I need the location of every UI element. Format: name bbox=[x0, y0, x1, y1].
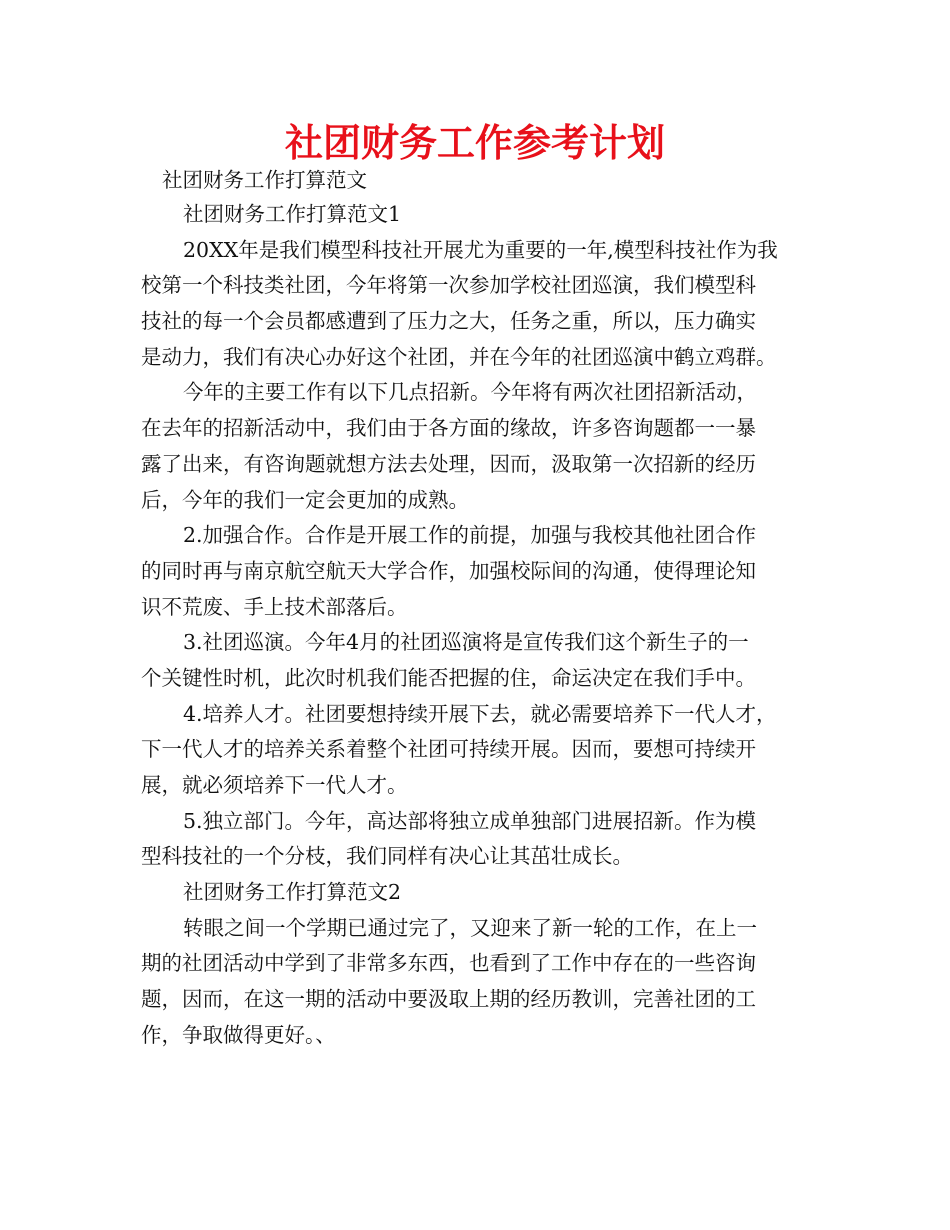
document-subtitle: 社团财务工作打算范文 bbox=[162, 168, 367, 192]
paragraph-line: 个关键性时机，此次时机我们能否把握的住，命运决定在我们手中。 bbox=[141, 665, 756, 690]
paragraph-line: 4.培养人才。社团要想持续开展下去，就必需要培养下一代人才， bbox=[183, 701, 777, 726]
document-title: 社团财务工作参考计划 bbox=[284, 121, 665, 165]
paragraph-line: 的同时再与南京航空航天大学合作，加强校际间的沟通，使得理论知 bbox=[141, 558, 756, 583]
paragraph-line: 技社的每一个会员都感遭到了压力之大，任务之重，所以，压力确实 bbox=[141, 309, 756, 334]
paragraph-line: 下一代人才的培养关系着整个社团可持续开展。因而，要想可持续开 bbox=[141, 737, 756, 762]
paragraph-line: 社团财务工作打算范文1 bbox=[183, 202, 402, 226]
paragraph-line: 识不荒废、手上技术部落后。 bbox=[141, 594, 408, 619]
paragraph-line: 在去年的招新活动中，我们由于各方面的缘故，许多咨询题都一一暴 bbox=[141, 416, 756, 441]
paragraph-line: 转眼之间一个学期已通过完了，又迎来了新一轮的工作，在上一 bbox=[183, 915, 757, 940]
paragraph-line: 社团财务工作打算范文2 bbox=[183, 880, 402, 905]
paragraph-line: 期的社团活动中学到了非常多东西，也看到了工作中存在的一些咨询 bbox=[141, 951, 756, 976]
document-body bbox=[141, 197, 821, 1054]
paragraph-line: 校第一个科技类社团，今年将第一次参加学校社团巡演，我们模型科 bbox=[141, 273, 756, 298]
paragraph-line: 后，今年的我们一定会更加的成熟。 bbox=[141, 487, 469, 512]
paragraph-line: 展，就必须培养下一代人才。 bbox=[141, 773, 408, 797]
paragraph-line: 作，争取做得更好。、 bbox=[141, 1022, 336, 1047]
paragraph-line: 今年的主要工作有以下几点招新。今年将有两次社团招新活动， bbox=[183, 380, 757, 405]
paragraph-line: 是动力，我们有决心办好这个社团，并在今年的社团巡演中鹤立鸡群。 bbox=[141, 344, 777, 369]
paragraph-line: 5.独立部门。今年，高达部将独立成单独部门进展招新。作为模 bbox=[183, 808, 757, 833]
paragraph-line: 题，因而，在这一期的活动中要汲取上期的经历教训，完善社团的工 bbox=[141, 987, 756, 1012]
paragraph-line: 露了出来，有咨询题就想方法去处理，因而，汲取第一次招新的经历 bbox=[141, 451, 756, 476]
paragraph-line: 20XX年是我们模型科技社开展尤为重要的一年,模型科技社作为我 bbox=[183, 237, 778, 262]
paragraph-line: 3.社团巡演。今年4月的社团巡演将是宣传我们这个新生子的一 bbox=[183, 630, 749, 655]
paragraph-line: 2.加强合作。合作是开展工作的前提，加强与我校其他社团合作 bbox=[183, 523, 757, 548]
paragraph-line: 型科技社的一个分枝，我们同样有决心让其茁壮成长。 bbox=[141, 844, 633, 869]
